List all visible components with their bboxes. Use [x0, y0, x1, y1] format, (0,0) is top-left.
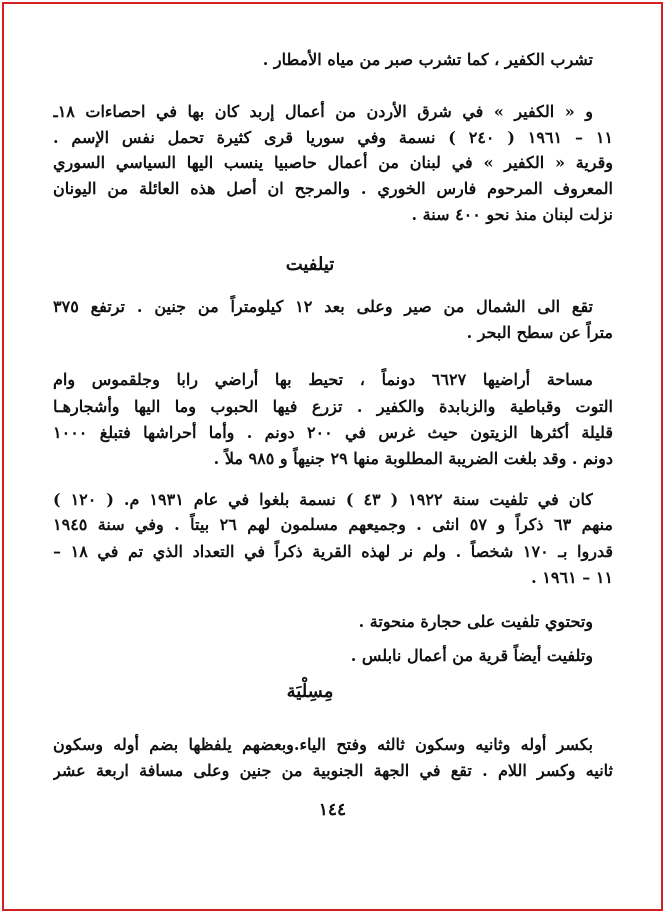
text-line: نزلت لبنان منذ نحو ٤٠٠ سنة . — [411, 205, 613, 224]
section-heading: تيلفيت — [285, 254, 335, 275]
text-line: تشرب الكفير ، كما تشرب صبر من مياه الأمطار . — [262, 50, 593, 69]
text-line: وتلفيت أيضاً قرية من أعمال نابلس . — [350, 646, 593, 665]
text-line: بكسر أوله وثانيه وسكون ثالثه وفتح الياء.وبعضهم يلفظها بضم أوله وسكون — [53, 735, 593, 754]
text-line: كان في تلفيت سنة ١٩٢٢ ( ٤٣ ) نسمة بلغوا في عام ١٩٣١ م. ( ١٢٠ ) — [53, 490, 593, 509]
text-line: المعروف المرحوم فارس الخوري . والمرجح ان أصل هذه العائلة من اليونان — [53, 179, 613, 198]
text-line: وتحتوي تلفيت على حجارة منحوتة . — [358, 612, 593, 631]
text-line: ثانيه وكسر اللام . تقع في الجهة الجنوبية من جنين وعلى مسافة اربعة عشر — [53, 761, 613, 780]
text-line: التوت وقباطية والزبابدة والكفير . تزرع فيها الحبوب وما اليها وأشجارهـا — [53, 397, 613, 416]
text-line: منهم ٦٣ ذكراً و ٥٧ انثى . وجميعهم مسلمون لهم ٢٦ بيتاً . وفي سنة ١٩٤٥ — [53, 515, 613, 534]
text-line: قليلة أكثرها الزيتون حيث غرس في ٢٠٠ دونم . وأما أحراشها فتبلغ ١٠٠٠ — [53, 423, 613, 442]
text-line: ١١ – ١٩٦١ ( ٢٤٠ ) نسمة وفي سوريا قرى كثيرة تحمل نفس الإسم . — [53, 128, 613, 147]
text-line: ١١ – ١٩٦١ . — [531, 568, 613, 587]
text-line: متراً عن سطح البحر . — [466, 323, 613, 342]
text-line: دونم . وقد بلغت الضريبة المطلوبة منها ٢٩ جنيهاً و ٩٨٥ ملاً . — [213, 449, 613, 468]
section-heading: مِسِلْيَة — [286, 681, 334, 702]
text-line: قدروا بـ ١٧٠ شخصاً . ولم نر لهذه القرية ذكراً في التعداد الذي تم في ١٨ – — [53, 542, 613, 561]
text-line: مساحة أراضيها ٦٦٢٧ دونماً ، تحيط بها أراضي رابا وجلقموس وام — [53, 370, 593, 389]
text-line: و « الكفير » في شرق الأردن من أعمال إربد كان بها في احصاءات ١٨ـ — [53, 102, 593, 121]
text-line: تقع الى الشمال من صير وعلى بعد ١٢ كيلومتراً من جنين . ترتفع ٣٧٥ — [53, 297, 593, 316]
text-line: وقرية « الكفير » في لبنان من أعمال حاصبيا ينسب اليها السياسي السوري — [53, 153, 613, 172]
page-number: ١٤٤ — [318, 800, 347, 820]
